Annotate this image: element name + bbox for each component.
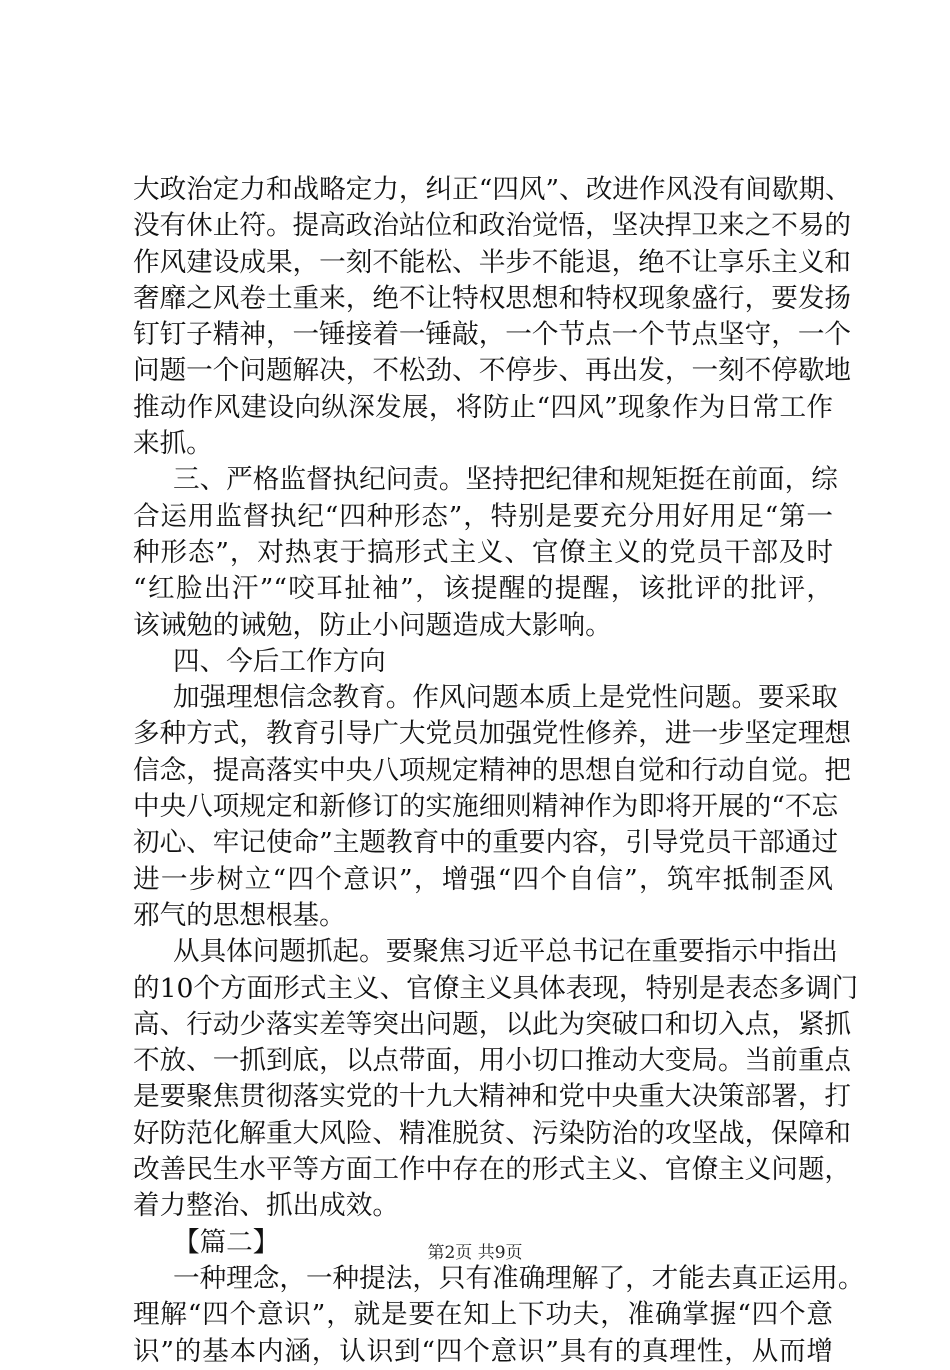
text-line: 改善民生水平等方面工作中存在的形式主义、官僚主义问题， — [133, 1154, 852, 1186]
text-line: 高、行动少落实差等突出问题，以此为突破口和切入点，紧抓 — [133, 1008, 852, 1040]
text-line: 合运用监督执纪“四种形态”，特别是要充分用好用足“第一 — [133, 500, 833, 532]
text-line: 种形态”，对热衷于搞形式主义、官僚主义的党员干部及时 — [133, 536, 833, 568]
section-heading: 四、今后工作方向 — [173, 645, 386, 677]
text-line: 多种方式，教育引导广大党员加强党性修养，进一步坚定理想 — [133, 718, 852, 750]
text-line: 初心、牢记使命”主题教育中的重要内容，引导党员干部通过 — [133, 827, 839, 859]
text-line: 加强理想信念教育。作风问题本质上是党性问题。要采取 — [173, 682, 838, 714]
text-line: 着力整治、抓出成效。 — [133, 1190, 399, 1222]
text-line: 作风建设成果，一刻不能松、半步不能退，绝不让享乐主义和 — [133, 246, 852, 278]
text-line: 不放、一抓到底，以点带面，用小切口推动大变局。当前重点 — [133, 1045, 852, 1077]
text-line: 来抓。 — [133, 428, 213, 460]
section-marker: 【篇二】 — [173, 1226, 280, 1258]
text-line: 钉钉子精神，一锤接着一锤敲，一个节点一个节点坚守，一个 — [133, 319, 852, 351]
document-body — [133, 172, 865, 1370]
page-number-footer: 第2页 共9页 — [427, 1243, 523, 1263]
text-line: 中央八项规定和新修订的实施细则精神作为即将开展的“不忘 — [133, 791, 839, 823]
text-line: 问题一个问题解决，不松劲、不停步、再出发，一刻不停歇地 — [133, 355, 852, 387]
text-line: 一种理念，一种提法，只有准确理解了，才能去真正运用。 — [173, 1262, 865, 1294]
text-line: 进一步树立“四个意识”，增强“四个自信”，筑牢抵制歪风 — [133, 863, 833, 895]
text-line: 没有休止符。提高政治站位和政治觉悟，坚决捍卫来之不易的 — [133, 210, 852, 242]
text-line: 信念，提高落实中央八项规定精神的思想自觉和行动自觉。把 — [133, 754, 852, 786]
text-line: 好防范化解重大风险、精准脱贫、污染防治的攻坚战，保障和 — [133, 1117, 852, 1149]
text-line: 邪气的思想根基。 — [133, 899, 346, 931]
text-line: 识”的基本内涵，认识到“四个意识”具有的真理性，从而增 — [133, 1335, 833, 1367]
text-line: 从具体问题抓起。要聚焦习近平总书记在重要指示中指出 — [173, 936, 838, 968]
text-line: 三、严格监督执纪问责。坚持把纪律和规矩挺在前面，综 — [173, 464, 838, 496]
text-line: 该诫勉的诫勉，防止小问题造成大影响。 — [133, 609, 612, 641]
text-line: 推动作风建设向纵深发展，将防止“四风”现象作为日常工作 — [133, 391, 833, 423]
text-line: 奢靡之风卷土重来，绝不让特权思想和特权现象盛行，要发扬 — [133, 282, 852, 314]
text-line: 大政治定力和战略定力，纠正“四风”、改进作风没有间歇期、 — [133, 174, 852, 205]
text-line: 理解“四个意识”，就是要在知上下功夫，准确掌握“四个意 — [133, 1299, 833, 1331]
text-line: “红脸出汗”“咬耳扯袖”，该提醒的提醒，该批评的批评， — [133, 573, 833, 605]
text-line: 是要聚焦贯彻落实党的十九大精神和党中央重大决策部署，打 — [133, 1081, 852, 1113]
text-line: 的10个方面形式主义、官僚主义具体表现，特别是表态多调门 — [133, 972, 859, 1004]
